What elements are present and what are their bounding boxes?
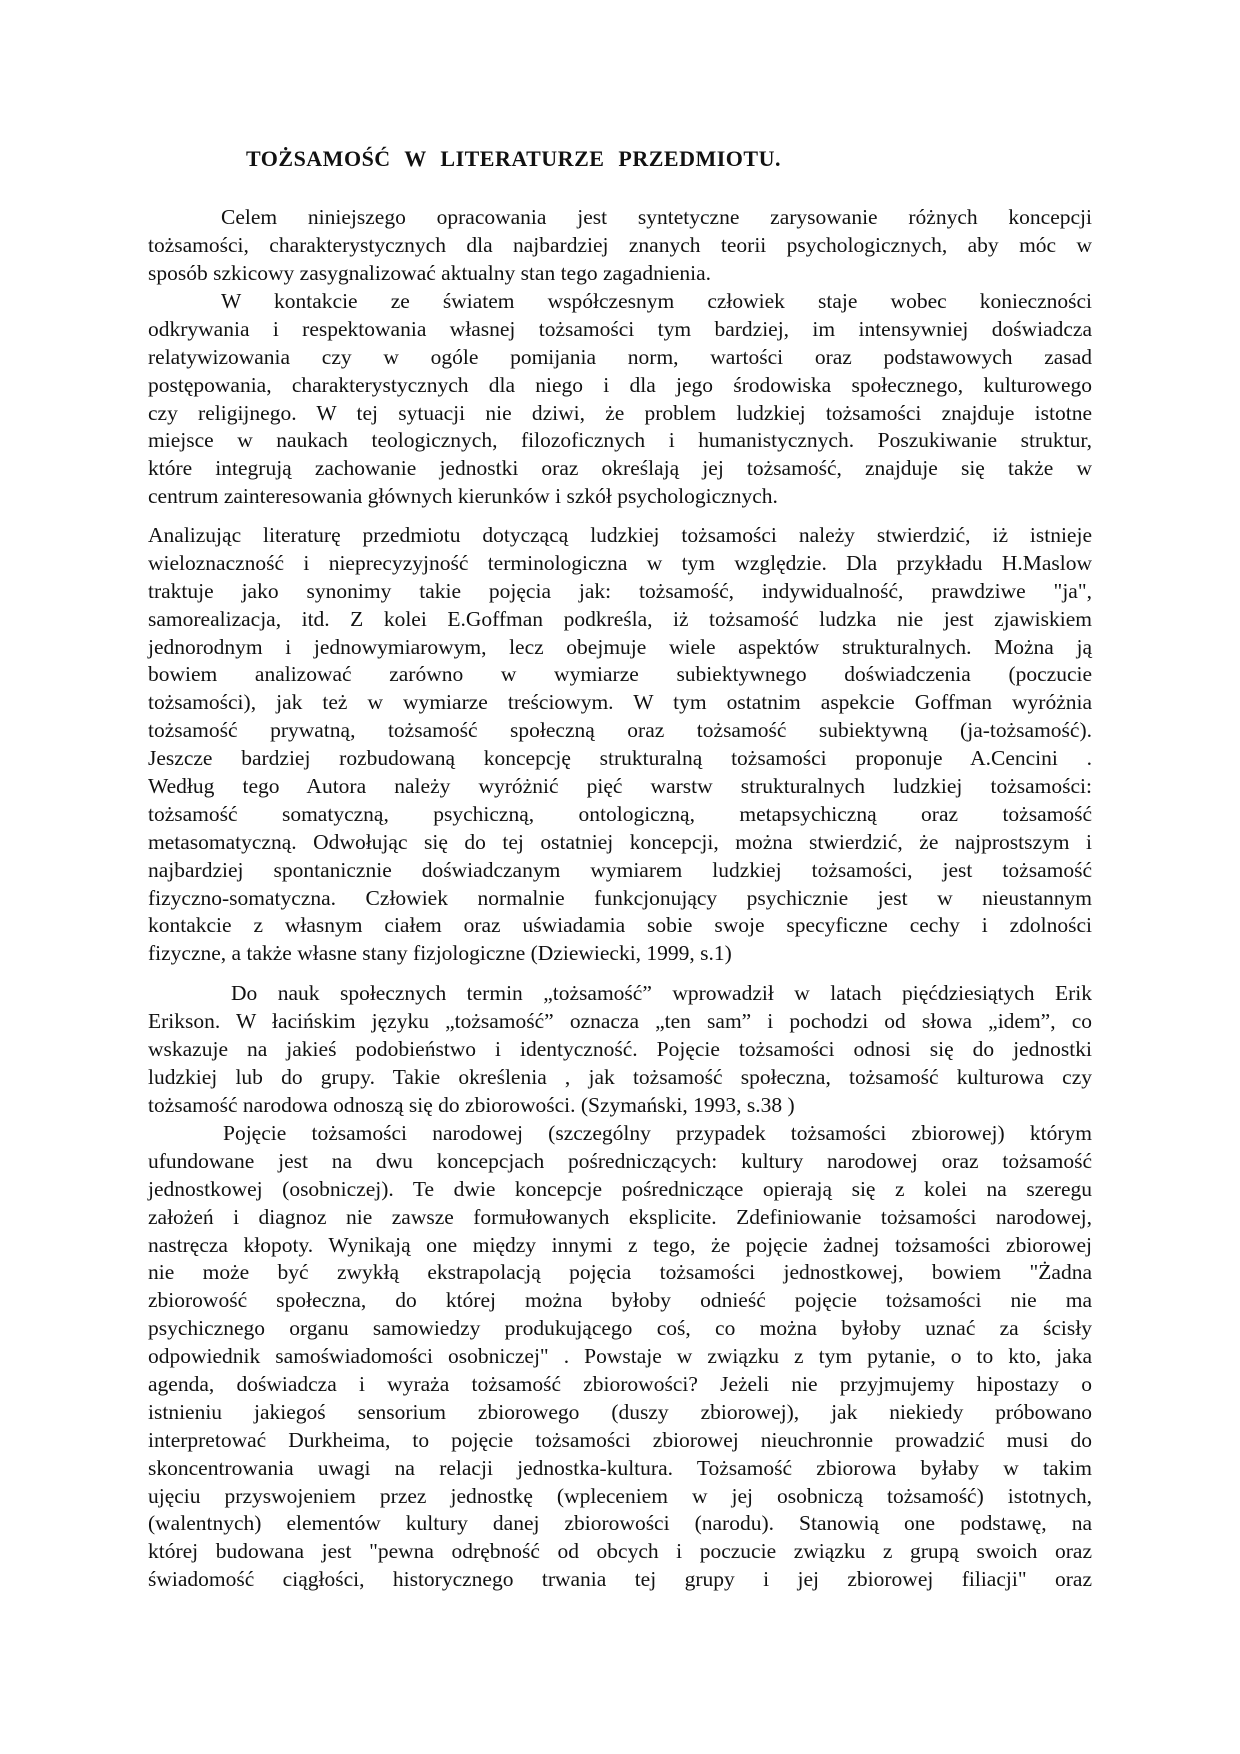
text-line: fizyczno-somatyczna. Człowiek normalnie funkcjonujący psychicznie jest w nieustannym: [148, 885, 1092, 910]
text-line: postępowania, charakterystycznych dla niego i dla jego środowiska społecznego, kulturowego: [148, 372, 1092, 397]
text-line: fizyczne, a także własne stany fizjologiczne (Dziewiecki, 1999, s.1): [148, 941, 732, 966]
text-line: bowiem analizować zarówno w wymiarze subiektywnego doświadczenia (poczucie: [148, 662, 1092, 687]
text-line: odpowiednik samoświadomości osobniczej" . Powstaje w związku z tym pytanie, o to kto, jaka: [148, 1344, 1092, 1369]
paragraph-1: [148, 204, 1092, 288]
text-line: nastręcza kłopoty. Wynikają one między innymi z tego, że pojęcie żadnej tożsamości zbiorowej: [148, 1232, 1092, 1257]
text-line: tożsamość somatyczną, psychiczną, ontologiczną, metapsychiczną oraz tożsamość: [148, 801, 1092, 826]
text-line: założeń i diagnoz nie zawsze formułowanych eksplicite. Zdefiniowanie tożsamości narodowej,: [148, 1204, 1092, 1229]
text-line: relatywizowania czy w ogóle pomijania norm, wartości oraz podstawowych zasad: [148, 344, 1092, 369]
text-line: istnieniu jakiegoś sensorium zbiorowego (duszy zbiorowej), jak niekiedy próbowano: [148, 1399, 1092, 1424]
text-line: tożsamość narodowa odnoszą się do zbiorowości. (Szymański, 1993, s.38 ): [148, 1092, 795, 1117]
text-line: wieloznaczność i nieprecyzyjność terminologiczna w tym względzie. Dla przykładu H.Maslow: [148, 550, 1092, 575]
document-title: TOŻSAMOŚĆ W LITERATURZE PRZEDMIOTU.: [246, 146, 781, 171]
text-line: Pojęcie tożsamości narodowej (szczególny przypadek tożsamości zbiorowej) którym: [223, 1121, 1092, 1145]
text-line: samorealizacja, itd. Z kolei E.Goffman podkreśla, iż tożsamość ludzka nie jest zjawiskiem: [148, 606, 1092, 631]
text-line: tożsamość prywatną, tożsamość społeczną oraz tożsamość subiektywną (ja-tożsamość).: [148, 718, 1092, 743]
text-line: interpretować Durkheima, to pojęcie tożsamości zbiorowej nieuchronnie prowadzić musi do: [148, 1427, 1092, 1452]
text-line: ufundowane jest na dwu koncepcjach pośredniczących: kultury narodowej oraz tożsamość: [148, 1148, 1092, 1173]
text-line: wskazuje na jakieś podobieństwo i identyczność. Pojęcie tożsamości odnosi się do jednostki: [148, 1036, 1092, 1061]
text-line: najbardziej spontanicznie doświadczanym wymiarem ludzkiej tożsamości, jest tożsamość: [148, 857, 1092, 882]
text-line: sposób szkicowy zasygnalizować aktualny stan tego zagadnienia.: [148, 260, 711, 285]
text-line: Do nauk społecznych termin „tożsamość” wprowadził w latach pięćdziesiątych Erik: [231, 981, 1092, 1005]
text-line: Analizując literaturę przedmiotu dotyczącą ludzkiej tożsamości należy stwierdzić, iż istnieje: [148, 523, 1092, 547]
text-line: jednostkowej (osobniczej). Te dwie koncepcje pośredniczące opierają się z kolei na szeregu: [148, 1176, 1092, 1201]
text-line: zbiorowość społeczna, do której można byłoby odnieść pojęcie tożsamości nie ma: [148, 1288, 1092, 1313]
text-line: nie może być zwykłą ekstrapolacją pojęcia tożsamości jednostkowej, bowiem "Żadna: [148, 1260, 1092, 1285]
paragraph-2: [148, 288, 1092, 511]
text-line: skoncentrowania uwagi na relacji jednostka-kultura. Tożsamość zbiorowa byłaby w takim: [148, 1455, 1092, 1480]
text-line: Jeszcze bardziej rozbudowaną koncepcję strukturalną tożsamości proponuje A.Cencini .: [148, 746, 1092, 771]
text-line: jednorodnym i jednowymiarowym, lecz obejmuje wiele aspektów strukturalnych. Można ją: [148, 634, 1092, 659]
text-line: której budowana jest "pewna odrębność od obcych i poczucie związku z grupą swoich oraz: [148, 1539, 1092, 1564]
paragraph-3: [148, 522, 1092, 968]
text-line: czy religijnego. W tej sytuacji nie dziwi, że problem ludzkiej tożsamości znajduje istotne: [148, 400, 1092, 425]
paragraph-4: [148, 980, 1092, 1119]
text-line: Erikson. W łacińskim języku „tożsamość” oznacza „ten sam” i pochodzi od słowa „idem”, co: [148, 1008, 1092, 1033]
text-line: agenda, doświadcza i wyraża tożsamość zbiorowości? Jeżeli nie przyjmujemy hipostazy o: [148, 1372, 1092, 1397]
text-line: odkrywania i respektowania własnej tożsamości tym bardziej, im intensywniej doświadcza: [148, 316, 1092, 341]
text-line: (walentnych) elementów kultury danej zbiorowości (narodu). Stanowią one podstawę, na: [148, 1511, 1092, 1536]
text-line: Celem niniejszego opracowania jest syntetyczne zarysowanie różnych koncepcji: [221, 205, 1092, 229]
text-line: tożsamości, charakterystycznych dla najbardziej znanych teorii psychologicznych, aby móc w: [148, 232, 1092, 257]
text-line: tożsamości), jak też w wymiarze treściowym. W tym ostatnim aspekcie Goffman wyróżnia: [148, 690, 1092, 715]
text-line: ludzkiej lub do grupy. Takie określenia , jak tożsamość społeczna, tożsamość kulturowa czy: [148, 1064, 1092, 1089]
text-line: Według tego Autora należy wyróżnić pięć warstw strukturalnych ludzkiej tożsamości:: [148, 774, 1092, 799]
text-line: psychicznego organu samowiedzy produkującego coś, co można byłoby uznać za ścisły: [148, 1316, 1092, 1341]
text-line: które integrują zachowanie jednostki oraz określają jej tożsamość, znajduje się także w: [148, 456, 1092, 481]
text-line: świadomość ciągłości, historycznego trwania tej grupy i jej zbiorowej filiacji" oraz: [148, 1567, 1092, 1592]
text-line: kontakcie z własnym ciałem oraz uświadamia sobie swoje specyficzne cechy i zdolności: [148, 913, 1092, 938]
paragraph-5: [148, 1120, 1092, 1594]
text-line: centrum zainteresowania głównych kierunków i szkół psychologicznych.: [148, 484, 778, 509]
text-line: miejsce w naukach teologicznych, filozoficznych i humanistycznych. Poszukiwanie struktur,: [148, 428, 1092, 453]
text-line: W kontakcie ze światem współczesnym człowiek staje wobec konieczności: [221, 289, 1092, 313]
text-line: traktuje jako synonimy takie pojęcia jak: tożsamość, indywidualność, prawdziwe "ja",: [148, 578, 1092, 603]
text-line: metasomatyczną. Odwołując się do tej ostatniej koncepcji, można stwierdzić, że najprostszym i: [148, 829, 1092, 854]
text-line: ujęciu przyswojeniem przez jednostkę (wpleceniem w jej osobniczą tożsamość) istotnych,: [148, 1483, 1092, 1508]
